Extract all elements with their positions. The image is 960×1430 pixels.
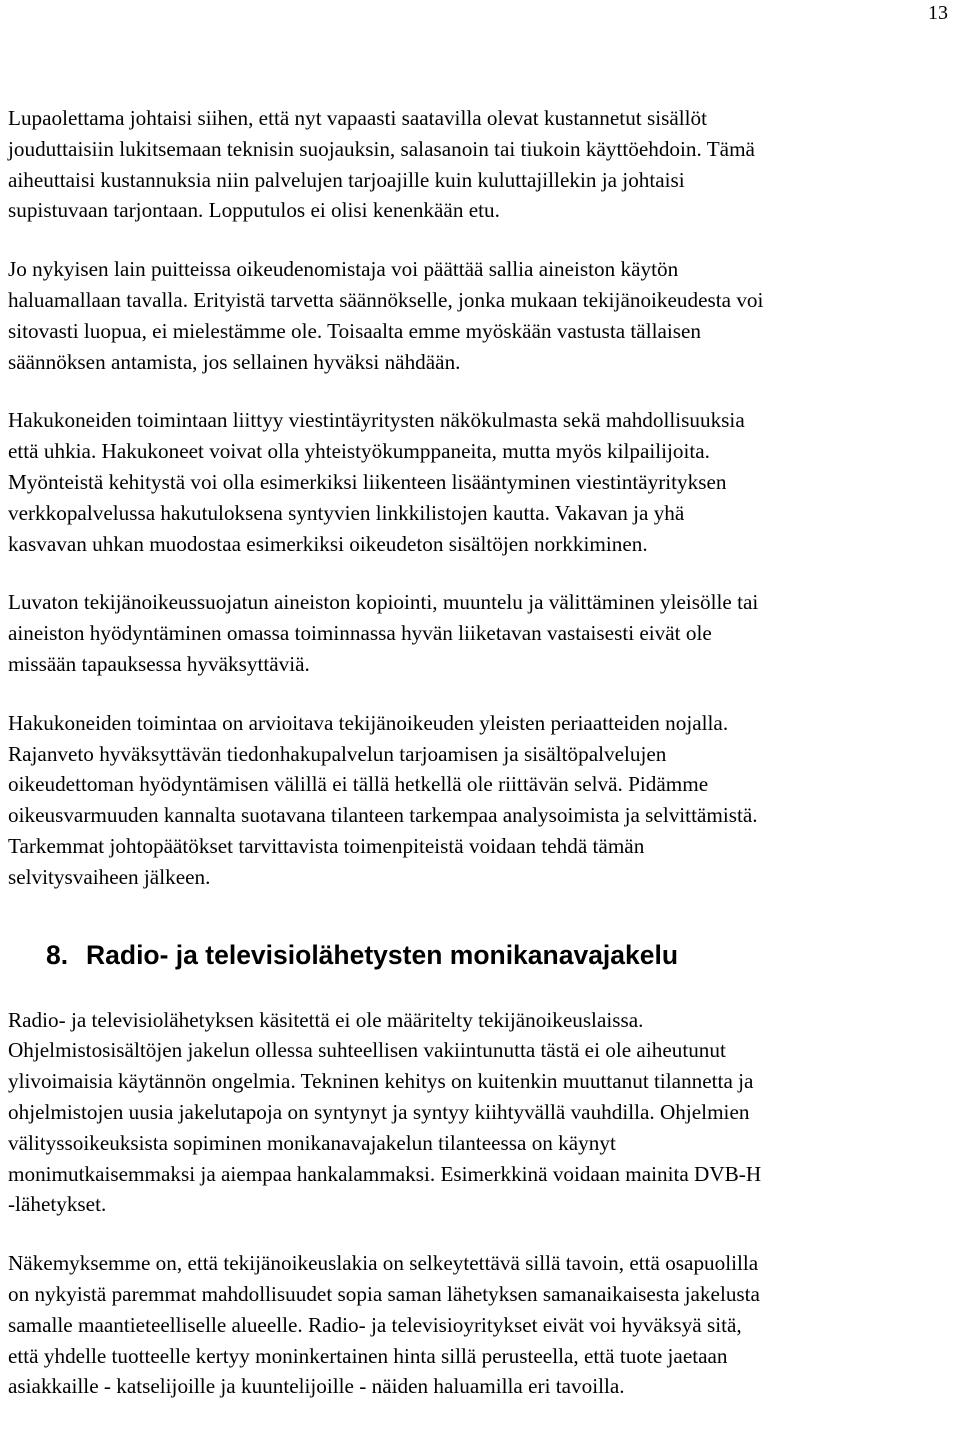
paragraph-line: missään tapauksessa hyväksyttäviä. (8, 651, 310, 676)
paragraph-line: Lupaolettama johtaisi siihen, että nyt vapaasti saatavilla olevat kustannetut sisällöt (8, 106, 708, 130)
paragraph-line: Myönteistä kehitystä voi olla esimerkiksi liikenteen lisääntyminen viestintäyrityksen (8, 469, 727, 494)
paragraph-line: Tarkemmat johtopäätökset tarvittavista toimenpiteistä voidaan tehdä tämän (8, 833, 645, 858)
paragraphs-before-section (8, 103, 952, 893)
paragraph (8, 103, 952, 226)
paragraph-line: oikeusvarmuuden kannalta suotavana tilanteen tarkempaa analysoimista ja selvittämistä. (8, 803, 758, 828)
paragraph-line: Radio- ja televisiolähetyksen käsitettä ei ole määritelty tekijänoikeuslaissa. (8, 1007, 644, 1032)
paragraph-line: monimutkaisemmaksi ja aiempaa hankalammaksi. Esimerkkinä voidaan mainita DVB-H (8, 1161, 762, 1186)
paragraph-line: -lähetykset. (8, 1192, 107, 1217)
paragraph-line: Ohjelmistosisältöjen jakelun ollessa suhteellisen vakiintunutta tästä ei ole aiheutunut (8, 1038, 726, 1063)
paragraph-line: että uhkia. Hakukoneet voivat olla yhteistyökumppaneita, mutta myös kilpailijoita. (8, 439, 710, 464)
paragraph-line: aiheuttaisi kustannuksia niin palvelujen tarjoajille kuin kuluttajillekin ja johtaisi (8, 167, 685, 192)
paragraph-line: oikeudettoman hyödyntämisen välillä ei tällä hetkellä ole riittävän selvä. Pidämme (8, 772, 709, 797)
paragraph-line: säännöksen antamista, jos sellainen hyväksi nähdään. (8, 349, 461, 374)
paragraph-line: on nykyistä paremmat mahdollisuudet sopia saman lähetyksen samanaikaisesta jakelusta (8, 1281, 760, 1306)
paragraph-line: asiakkaille - katselijoille ja kuuntelijoille - näiden haluamilla eri tavoilla. (8, 1374, 625, 1399)
paragraph-line: samalle maantieteelliselle alueelle. Radio- ja televisioyritykset eivät voi hyväksyä sitä, (8, 1312, 742, 1337)
paragraph (8, 708, 952, 893)
paragraph-line: selvitysvaiheen jälkeen. (8, 864, 211, 889)
document-body (8, 103, 952, 1430)
paragraph-line: ylivoimaisia käytännön ongelmia. Tekninen kehitys on kuitenkin muuttanut tilannetta ja (8, 1069, 754, 1094)
paragraph-line: sitovasti luopua, ei mielestämme ole. Toisaalta emme myöskään vastusta tällaisen (8, 318, 702, 343)
paragraph (8, 587, 952, 679)
paragraph-line: välityssoikeuksista sopiminen monikanavajakelun tilanteessa on käynyt (8, 1130, 616, 1155)
paragraph-line: verkkopalvelussa hakutuloksena syntyvien linkkilistojen kautta. Vakavan ja yhä (8, 500, 685, 525)
paragraph-line: jouduttaisiin lukitsemaan teknisin suojauksin, salasanoin tai tiukoin käyttöehdoin. Tämä (8, 136, 755, 161)
paragraph-line: Rajanveto hyväksyttävän tiedonhakupalvelun tarjoamisen ja sisältöpalvelujen (8, 741, 667, 766)
section-heading (8, 939, 952, 971)
paragraph-line: Jo nykyisen lain puitteissa oikeudenomistaja voi päättää sallia aineiston käytön (8, 257, 679, 282)
paragraph-line: haluamallaan tavalla. Erityistä tarvetta säännökselle, jonka mukaan tekijänoikeudesta voi (8, 287, 764, 312)
paragraph-line: kasvavan uhkan muodostaa esimerkiksi oikeudeton sisältöjen norkkiminen. (8, 531, 648, 556)
paragraph-line: ohjelmistojen uusia jakelutapoja on syntynyt ja syntyy kiihtyvällä vauhdilla. Ohjelmien (8, 1099, 750, 1124)
paragraph-line: aineiston hyödyntäminen omassa toiminnassa hyvän liiketavan vastaisesti eivät ole (8, 621, 712, 646)
paragraph (8, 1005, 952, 1221)
section-title: Radio- ja televisiolähetysten monikanavajakelu (86, 939, 679, 970)
paragraph-line: Luvaton tekijänoikeussuojatun aineiston kopiointi, muuntelu ja välittäminen yleisölle tai (8, 590, 759, 615)
paragraph-line: Näkemyksemme on, että tekijänoikeuslakia on selkeytettävä sillä tavoin, että osapuolilla (8, 1251, 759, 1276)
paragraph (8, 405, 952, 559)
section-number: 8. (46, 939, 69, 970)
paragraph-line: supistuvaan tarjontaan. Lopputulos ei olisi kenenkään etu. (8, 198, 500, 223)
paragraph (8, 254, 952, 377)
paragraph-line: että yhdelle tuotteelle kertyy moninkertainen hinta sillä perusteella, että tuote jaetaan (8, 1343, 728, 1368)
paragraph (8, 1248, 952, 1402)
paragraph-line: Hakukoneiden toimintaan liittyy viestintäyritysten näkökulmasta sekä mahdollisuuksia (8, 408, 745, 433)
paragraphs-after-section (8, 1005, 952, 1403)
paragraph-line: Hakukoneiden toimintaa on arvioitava tekijänoikeuden yleisten periaatteiden nojalla. (8, 710, 729, 735)
page-number: 13 (928, 2, 948, 24)
